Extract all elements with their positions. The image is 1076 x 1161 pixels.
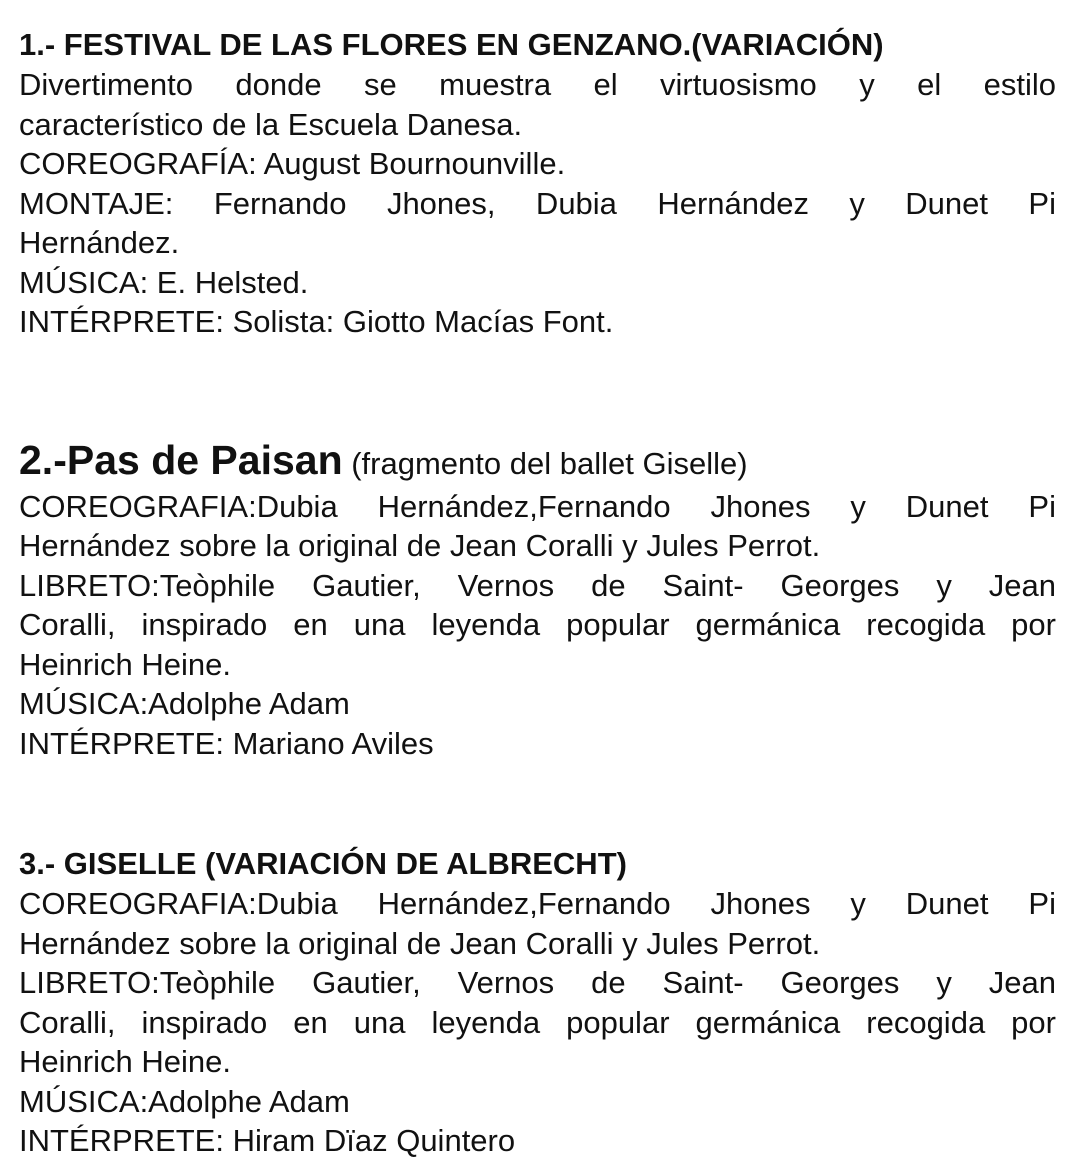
libretto-line: LIBRETO:Teòphile Gautier, Vernos de Saint- Georges y Jean <box>19 567 1056 603</box>
choreography-line: COREOGRAFÍA: August Bournounville. <box>19 146 566 181</box>
performer-line: INTÉRPRETE: Mariano Aviles <box>19 725 434 761</box>
section-pas-de-paisan <box>19 437 1056 764</box>
libretto-line: Heinrich Heine. <box>19 646 231 682</box>
choreography-line: COREOGRAFIA:Dubia Hernández,Fernando Jhones y Dunet Pi <box>19 488 1056 524</box>
section-title: 1.- FESTIVAL DE LAS FLORES EN GENZANO.(VARIACIÓN) <box>19 27 884 62</box>
libretto-line: Coralli, inspirado en una leyenda popular germánica recogida por <box>19 1004 1056 1040</box>
libretto-line: Heinrich Heine. <box>19 1044 231 1079</box>
performer-line: INTÉRPRETE: Solista: Giotto Macías Font. <box>19 304 614 339</box>
description-line: característico de la Escuela Danesa. <box>19 106 523 142</box>
staging-line: MONTAJE: Fernando Jhones, Dubia Hernández y Dunet Pi <box>19 185 1056 221</box>
choreography-line: Hernández sobre la original de Jean Coralli y Jules Perrot. <box>19 925 821 961</box>
section-title: 3.- GISELLE (VARIACIÓN DE ALBRECHT) <box>19 846 627 881</box>
description-line: Divertimento donde se muestra el virtuosismo y el estilo <box>19 67 1056 102</box>
choreography-line: COREOGRAFIA:Dubia Hernández,Fernando Jhones y Dunet Pi <box>19 886 1056 921</box>
section-title-subtitle: (fragmento del ballet Giselle) <box>342 445 748 481</box>
libretto-line: Coralli, inspirado en una leyenda popular germánica recogida por <box>19 607 1056 642</box>
music-line: MÚSICA:Adolphe Adam <box>19 686 350 721</box>
music-line: MÚSICA: E. Helsted. <box>19 264 309 300</box>
libretto-line: LIBRETO:Teòphile Gautier, Vernos de Saint- Georges y Jean <box>19 965 1056 1000</box>
section-festival-flores <box>19 24 1056 342</box>
section-title <box>19 437 1056 487</box>
choreography-line: Hernández sobre la original de Jean Coralli y Jules Perrot. <box>19 528 821 563</box>
section-giselle-albrecht <box>19 843 1056 1161</box>
performer-line: INTÉRPRETE: Hiram Dïaz Quintero <box>19 1123 516 1158</box>
document-page <box>19 24 1056 1161</box>
section-title-main: 2.-Pas de Paisan <box>19 436 343 483</box>
music-line: MÚSICA:Adolphe Adam <box>19 1083 350 1119</box>
staging-line: Hernández. <box>19 225 180 260</box>
